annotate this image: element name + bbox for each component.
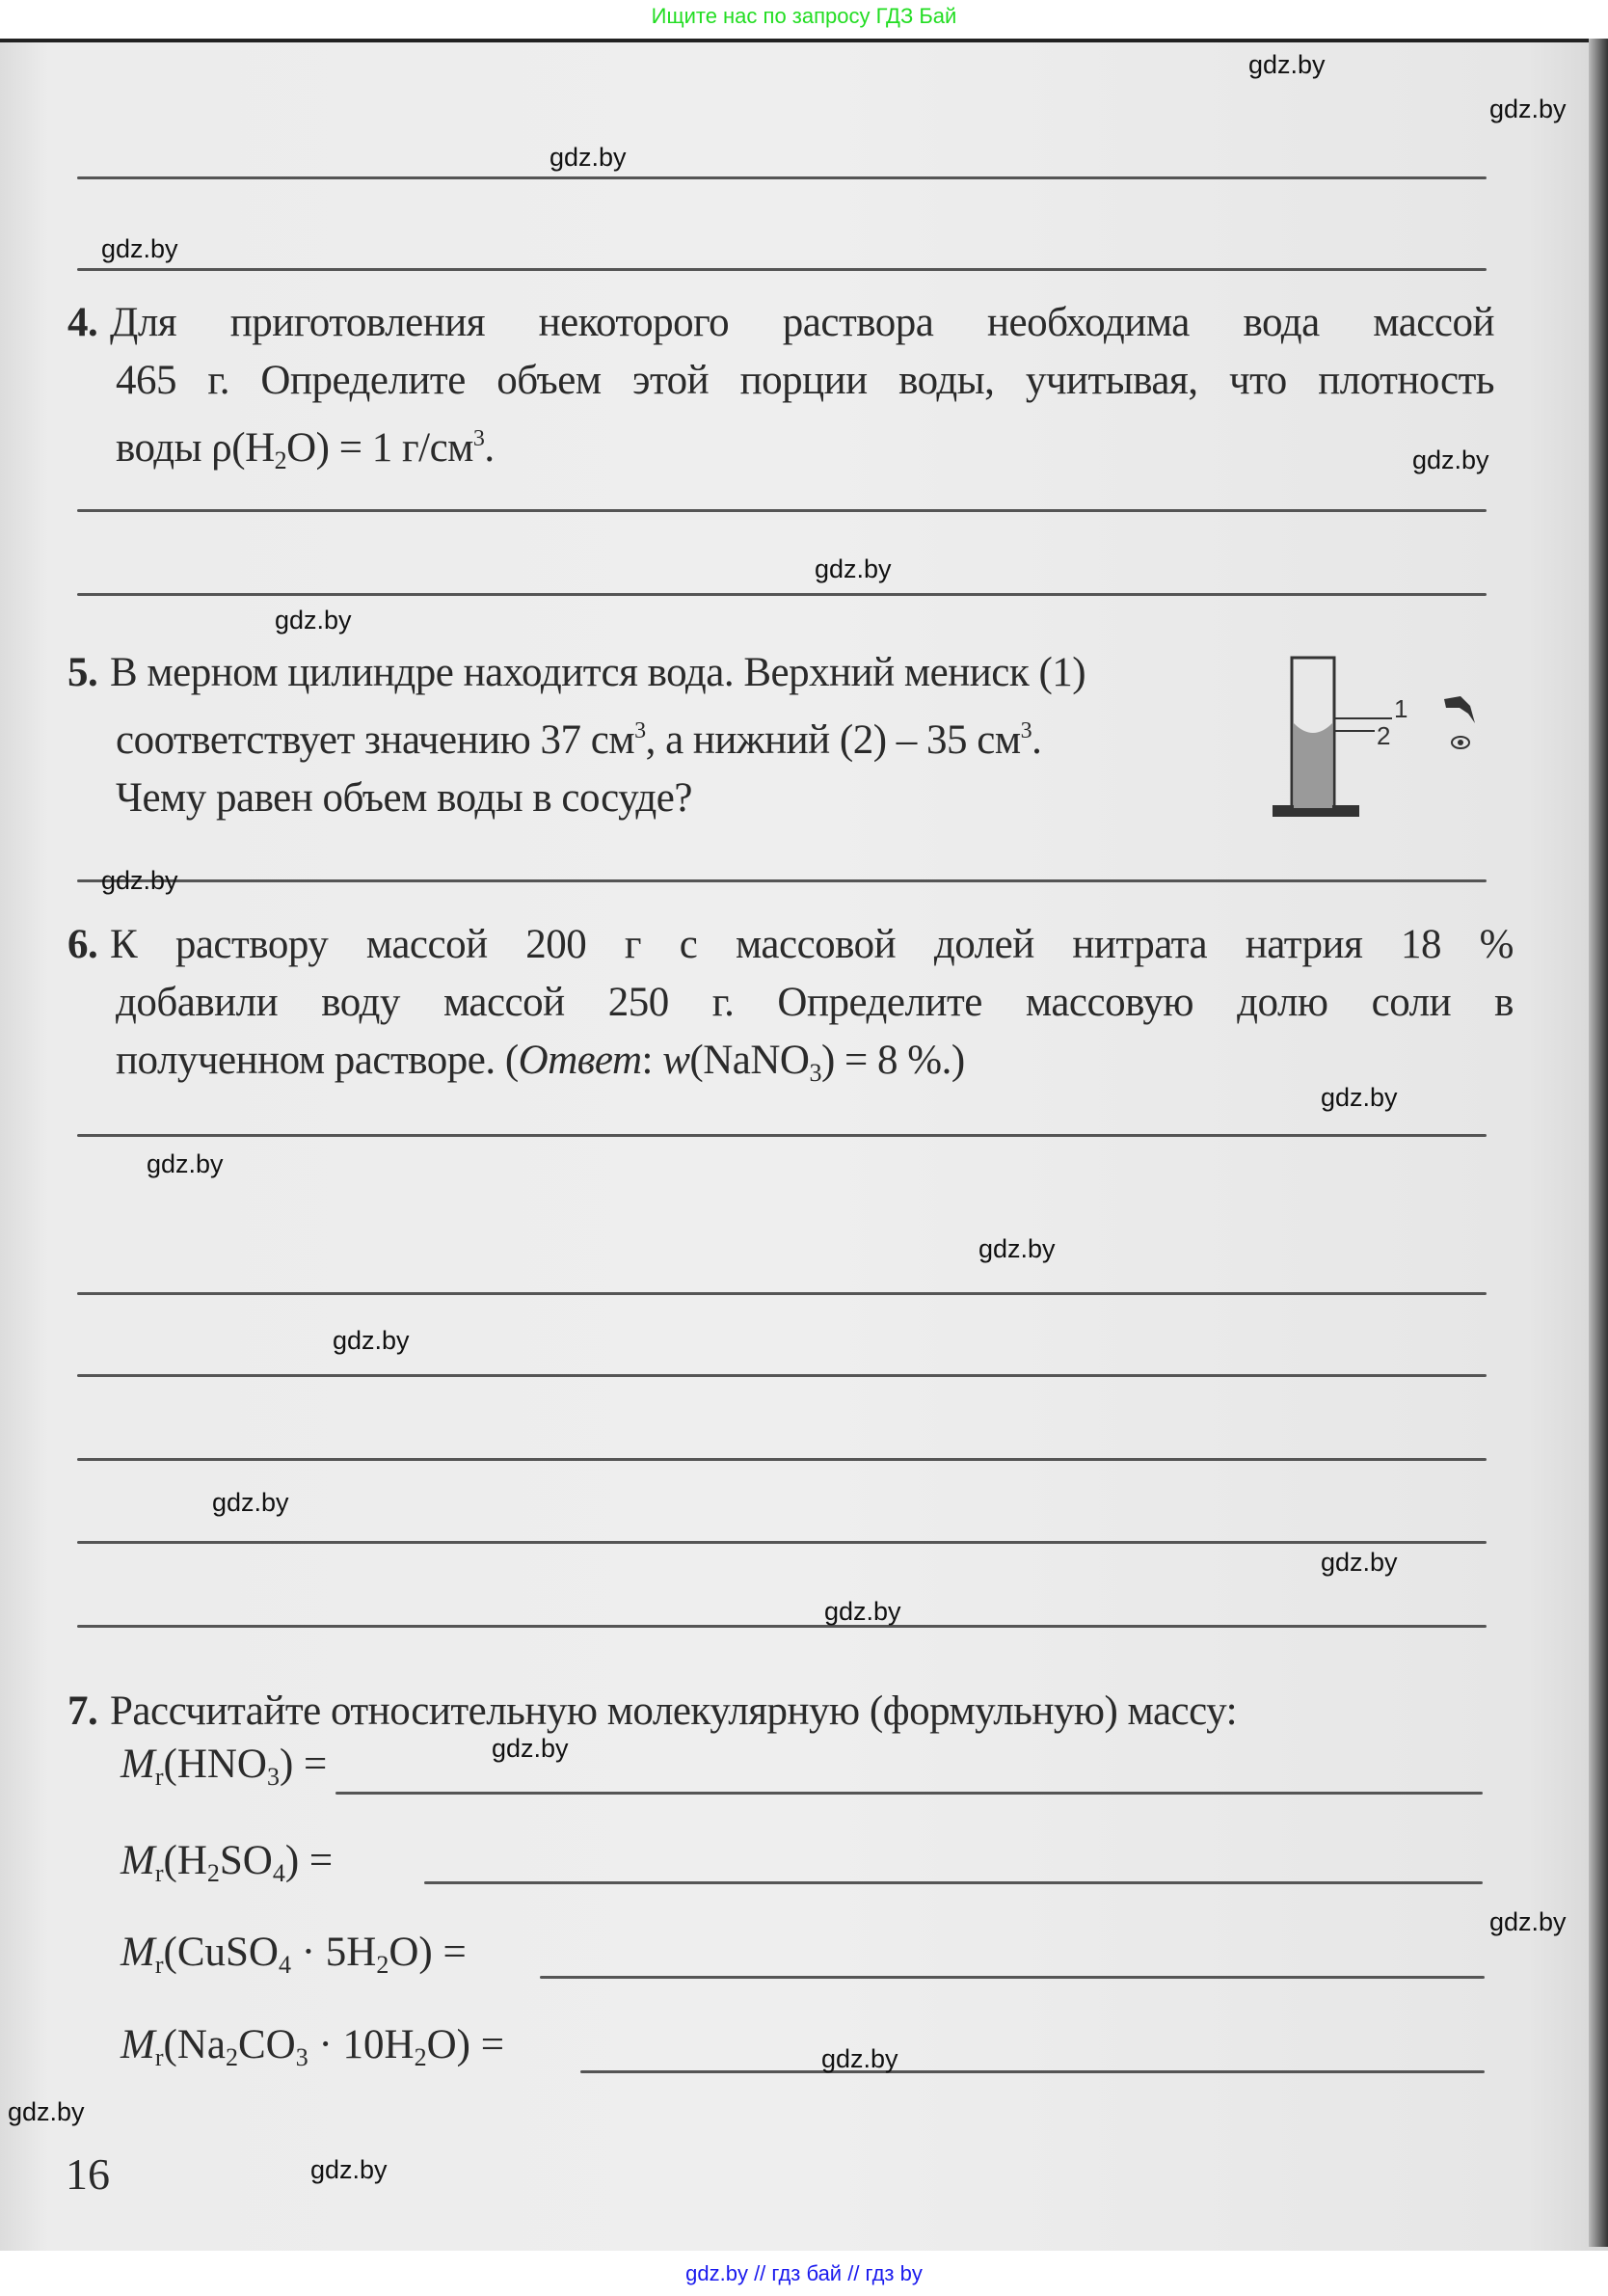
question-5 — [67, 644, 1273, 827]
formula-cuso4-5h2o: $M_r(CuSO_4 \cdot 5H_2O)$ = — [121, 1930, 467, 1979]
svg-text:2: 2 — [1377, 721, 1391, 750]
watermark: gdz.by — [1321, 1548, 1398, 1577]
answer-line — [77, 1374, 1487, 1377]
watermark: gdz.by — [333, 1326, 410, 1355]
formula-na2co3-10h2o: $M_r(Na_2CO_3 \cdot 10H_2O)$ = — [121, 2022, 504, 2071]
question-7 — [67, 1683, 1514, 1741]
question-text: соответствует значению 37 $см^3$, а нижний (2) – 35 $см^3$. — [116, 717, 1042, 763]
question-number: 5. — [67, 650, 98, 695]
answer-line — [77, 593, 1487, 596]
question-text: В мерном цилиндре находится вода. Верхний мениск (1) — [110, 650, 1086, 695]
promo-bar — [0, 0, 1608, 39]
answer-line — [77, 1134, 1487, 1137]
measuring-cylinder-figure — [1263, 636, 1494, 829]
book-spine-shadow — [1589, 39, 1608, 2247]
question-number: 6. — [67, 922, 98, 967]
watermark: gdz.by — [101, 234, 178, 263]
question-text: Для приготовления некоторого раствора необходима вода массой — [110, 300, 1494, 345]
question-number: 7. — [67, 1688, 98, 1734]
footer-links — [0, 2261, 1608, 2286]
answer-line — [77, 1458, 1487, 1461]
watermark: gdz.by — [101, 866, 178, 895]
question-text: полученном растворе. (Ответ: w(NaNO$_3$) = 8 %.) — [116, 1038, 965, 1087]
watermark: gdz.by — [1412, 446, 1489, 474]
answer-line — [77, 176, 1487, 179]
watermark: gdz.by — [1248, 50, 1326, 79]
svg-text:1: 1 — [1394, 694, 1408, 723]
watermark: gdz.by — [492, 1734, 569, 1763]
question-text: К раствору массой 200 г с массовой долей нитрата натрия 18 % — [110, 922, 1514, 967]
question-text: добавили воду массой 250 г. Определите массовую долю соли в — [116, 980, 1514, 1025]
answer-line — [77, 1625, 1487, 1628]
formula-hno3: $M_r(HNO_3)$ = — [121, 1742, 328, 1791]
answer-line — [580, 2070, 1485, 2073]
footer-link[interactable]: gdz.by // гдз бай // гдз by — [685, 2261, 923, 2285]
watermark: gdz.by — [8, 2097, 85, 2126]
answer-line — [77, 268, 1487, 271]
watermark: gdz.by — [824, 1597, 901, 1626]
formula-h2so4: $M_r(H_2SO_4)$ = — [121, 1838, 334, 1887]
answer-line — [540, 1976, 1485, 1979]
watermark: gdz.by — [549, 143, 627, 172]
promo-link[interactable]: Ищите нас по запросу ГДЗ Бай — [651, 4, 957, 28]
watermark: gdz.by — [147, 1149, 224, 1178]
question-6 — [67, 916, 1514, 1102]
watermark: gdz.by — [310, 2155, 388, 2184]
answer-line — [335, 1792, 1483, 1795]
watermark: gdz.by — [212, 1488, 289, 1517]
question-number: 4. — [67, 300, 98, 345]
question-text: Чему равен объем воды в сосуде? — [116, 775, 692, 821]
watermark: gdz.by — [1489, 1907, 1567, 1936]
watermark: gdz.by — [275, 606, 352, 635]
answer-line — [77, 1292, 1487, 1295]
question-text: 465 г. Определите объем этой порции воды, учитывая, что плотность — [116, 358, 1494, 403]
answer-line — [77, 1541, 1487, 1544]
watermark: gdz.by — [815, 554, 892, 583]
answer-line — [424, 1881, 1483, 1884]
answer-line — [77, 879, 1487, 882]
hand-icon — [1444, 696, 1475, 723]
answer-line — [77, 509, 1487, 512]
watermark: gdz.by — [978, 1234, 1056, 1263]
question-4 — [67, 294, 1494, 490]
question-text: Рассчитайте относительную молекулярную (формульную) массу: — [110, 1688, 1238, 1734]
page-number: 16 — [66, 2149, 110, 2199]
question-text: воды $\rho(H_2O) = 1$ $г/см^3$. — [116, 425, 495, 474]
watermark: gdz.by — [1489, 95, 1567, 123]
watermark: gdz.by — [1321, 1083, 1398, 1112]
watermark: gdz.by — [821, 2044, 898, 2073]
